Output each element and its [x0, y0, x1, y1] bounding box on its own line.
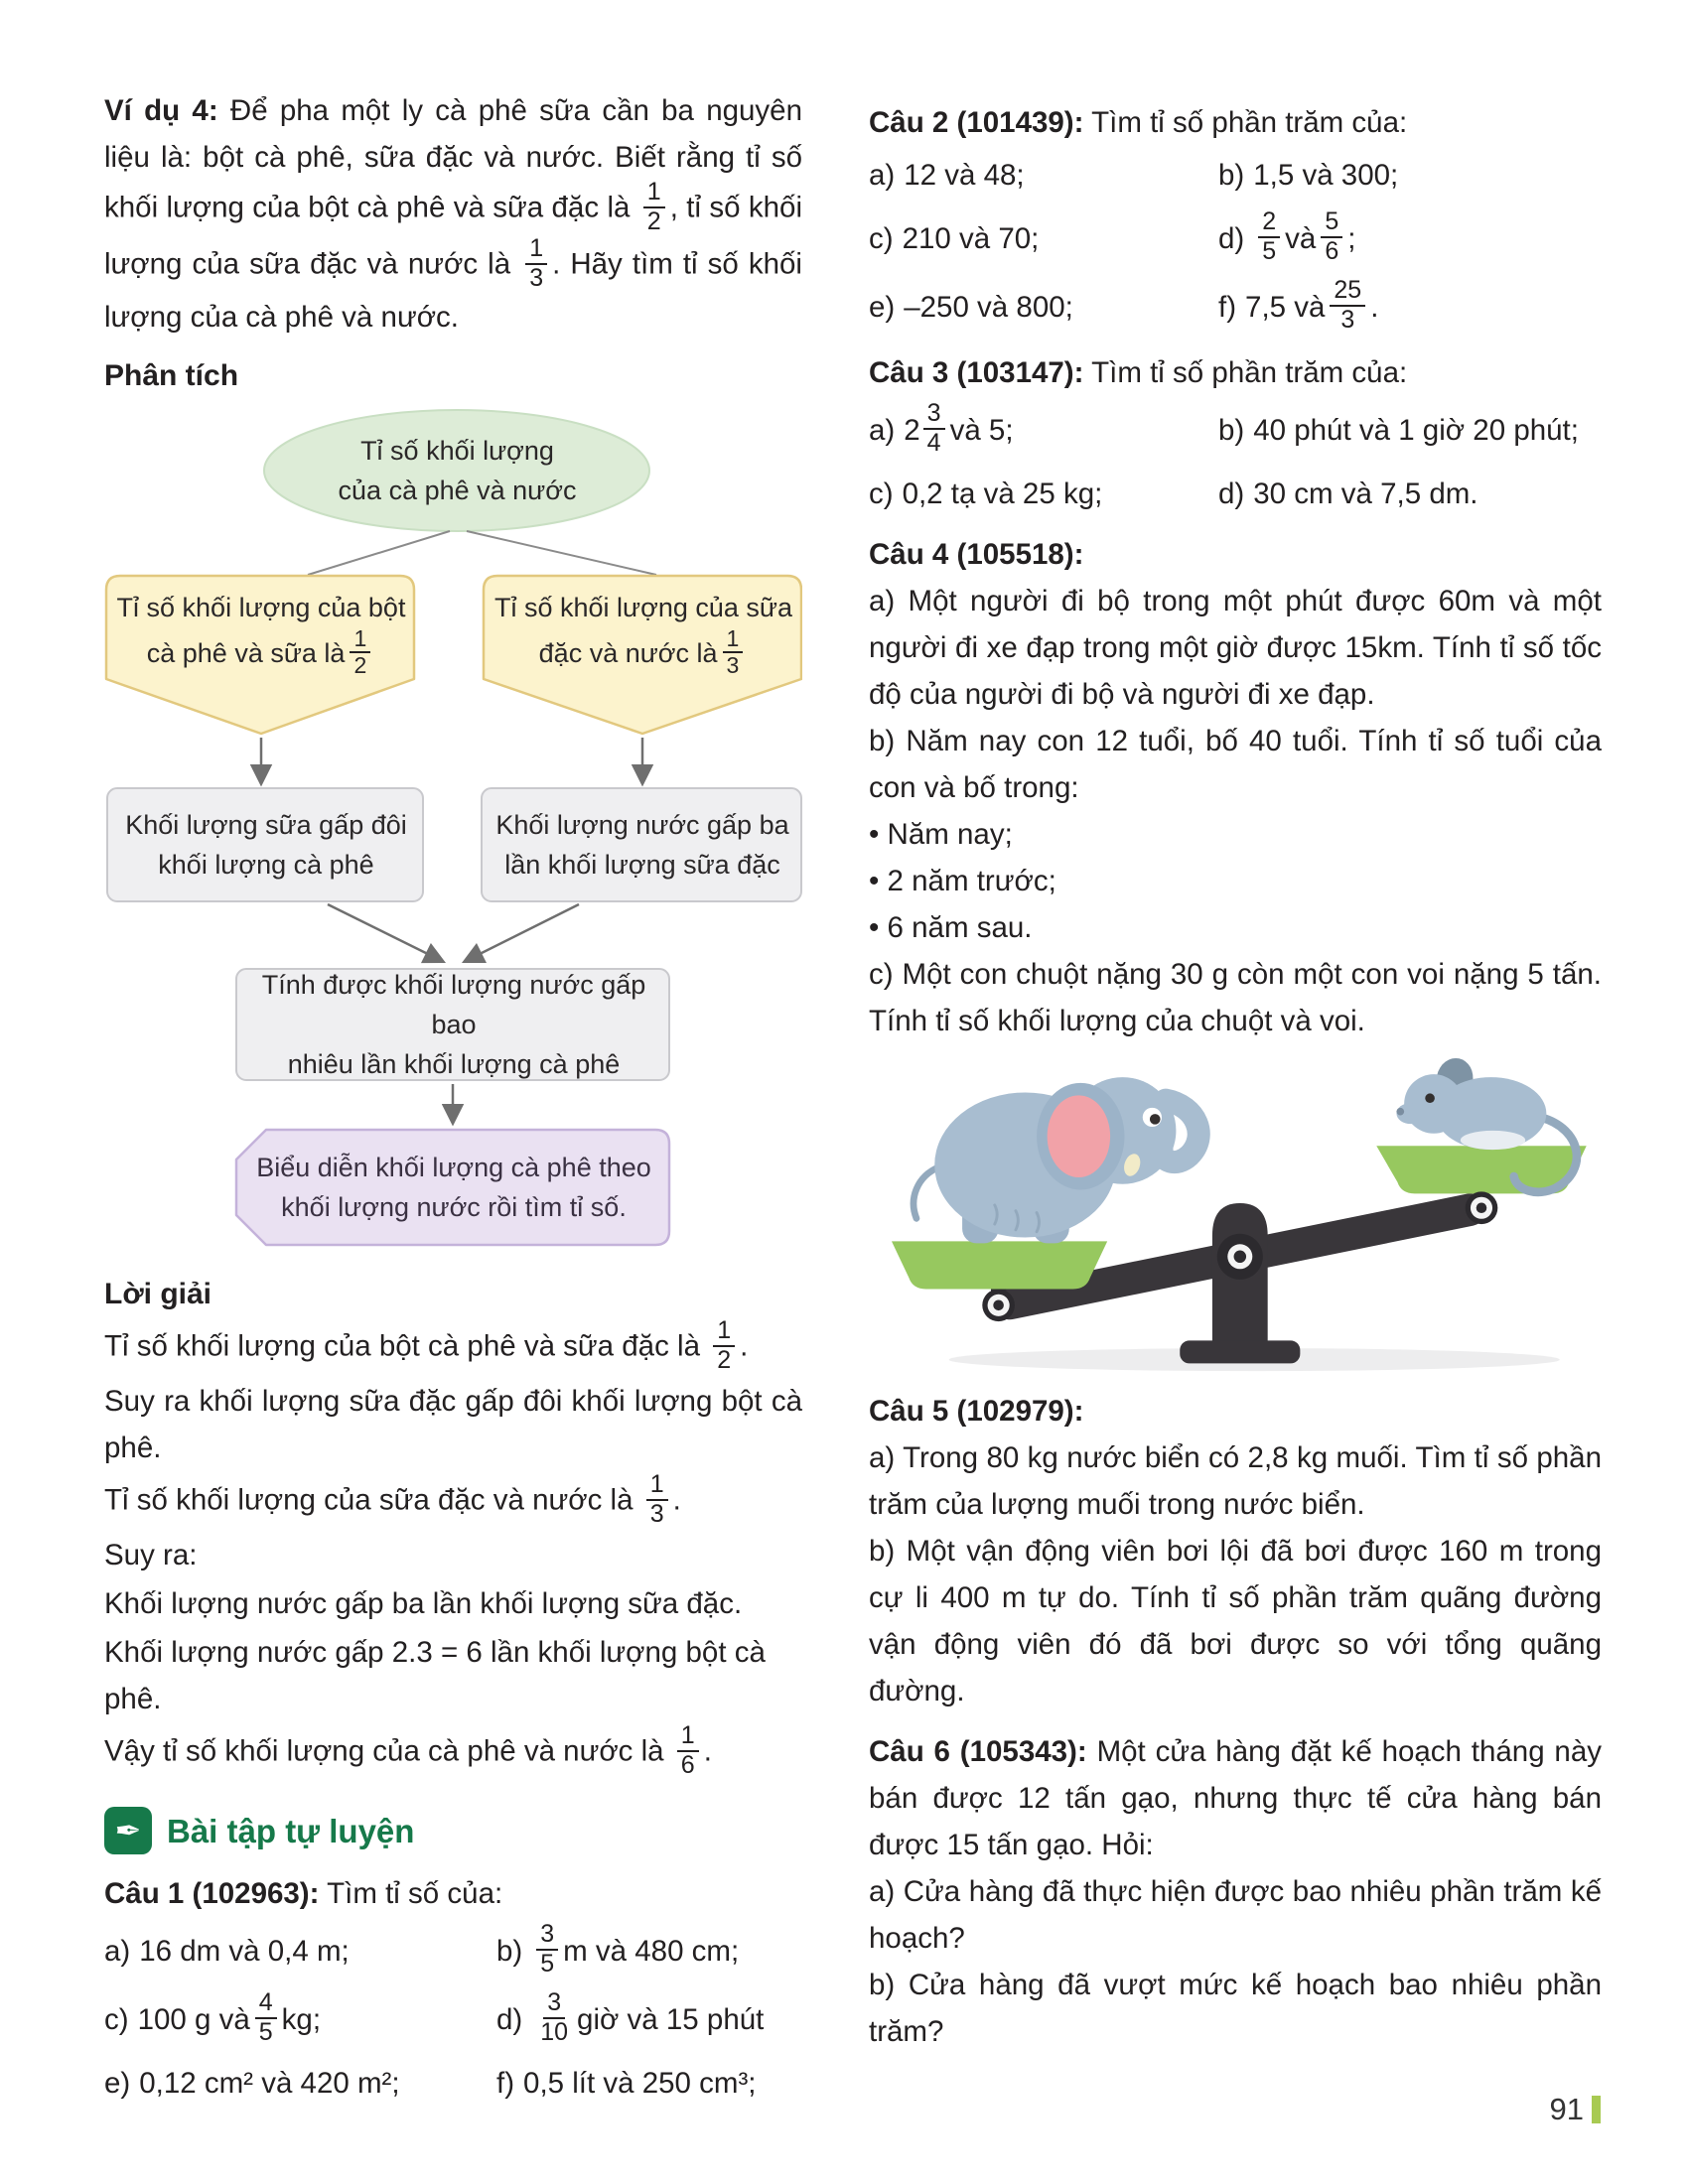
- item-1a: a) 16 dm và 0,4 m;: [104, 1935, 350, 1968]
- fraction-1-3: $\frac{1}{3}$: [646, 1471, 668, 1528]
- fraction-1-3: $\frac{1}{3}$: [723, 626, 744, 679]
- item-2d: d) $\frac{2}{5}$ và $\frac{5}{6}$ ;: [1218, 207, 1356, 265]
- question-1-items: [104, 1920, 802, 2107]
- page-number: 91: [1549, 2092, 1584, 2126]
- fraction-1-3: $\frac{1}{3}$: [525, 235, 547, 292]
- item-1f: f) 0,5 lít và 250 cm³;: [496, 2067, 757, 2100]
- fraction-3-4: $\frac{3}{4}$: [923, 400, 945, 457]
- pivot-bolt: [1217, 1234, 1263, 1280]
- flow-purple-text: Biểu diễn khối lượng cà phê theo khối lượng nước rồi tìm tỉ số.: [256, 1153, 651, 1222]
- item-3b: b) 40 phút và 1 giờ 20 phút;: [1218, 414, 1579, 447]
- question-5-part-b: b) Một vận động viên bơi lội đã bơi được 160 m trong cự li 400 m tự do. Tính tỉ số phần trăm quãng đường vận động viên đó đã bơi được so với tổng quãng đường.: [869, 1535, 1602, 1707]
- page-accent-bar: [1592, 2096, 1601, 2123]
- pen-badge-icon: [104, 1807, 152, 1854]
- left-pan: [892, 1241, 1107, 1289]
- solution-line-6: Khối lượng nước gấp 2.3 = 6 lần khối lượng bột cà phê.: [104, 1636, 766, 1715]
- fraction-1-2: $\frac{1}{2}$: [350, 626, 370, 679]
- fraction-2-5: $\frac{2}{5}$: [1258, 208, 1280, 265]
- item-2e: e) –250 và 800;: [869, 291, 1073, 324]
- question-1-heading: Câu 1 (102963): Tìm tỉ số của:: [104, 1877, 503, 1910]
- example-4-label: Ví dụ 4:: [104, 94, 218, 127]
- example-4-paragraph: [104, 87, 802, 341]
- flow-root-text: Tỉ số khối lượng của cà phê và nước: [338, 436, 577, 505]
- example-4-text-2: , tỉ số khối lượng của sữa đặc và nước là: [104, 191, 803, 281]
- solution-line-1: Tỉ số khối lượng của bột cà phê và sữa đặc là $\frac{1}{2}$ .: [104, 1316, 749, 1374]
- question-4-heading: Câu 4 (105518):: [869, 538, 1084, 571]
- elephant: [914, 1077, 1198, 1243]
- item-3d: d) 30 cm và 7,5 dm.: [1218, 478, 1478, 510]
- question-5-heading: Câu 5 (102979):: [869, 1395, 1084, 1428]
- question-4-bullet-1: • Năm nay;: [869, 818, 1013, 851]
- right-column: [869, 99, 1602, 2055]
- right-beam-bolt: [1466, 1191, 1498, 1224]
- question-6-paragraph: Câu 6 (105343): Một cửa hàng đặt kế hoạch tháng này bán được 12 tấn gạo, nhưng thực tế cửa hàng bán được 15 tấn gạo. Hỏi:: [869, 1735, 1602, 1861]
- item-2c: c) 210 và 70;: [869, 222, 1040, 255]
- question-4-part-a: a) Một người đi bộ trong một phút được 60m và một người đi xe đạp trong một giờ được 15km. Tính tỉ số tốc độ của người đi bộ và người đi xe đạp.: [869, 585, 1602, 711]
- question-5-part-a: a) Trong 80 kg nước biển có 2,8 kg muối. Tìm tỉ số phần trăm của lượng muối trong nước biển.: [869, 1441, 1602, 1521]
- practice-section-title: Bài tập tự luyện: [167, 1812, 415, 1849]
- fraction-3-5: $\frac{3}{5}$: [536, 1921, 558, 1978]
- flow-gray-center-text: Tính được khối lượng nước gấp bao nhiêu lần khối lượng cà phê: [261, 970, 646, 1079]
- solution-line-3: Tỉ số khối lượng của sữa đặc và nước là $\frac{1}{3}$ .: [104, 1470, 681, 1528]
- item-1b: b) $\frac{3}{5}$ m và 480 cm;: [496, 1920, 740, 1978]
- left-column: [104, 87, 802, 2107]
- left-beam-bolt: [982, 1289, 1015, 1321]
- fraction-1-6: $\frac{1}{6}$: [677, 1722, 699, 1779]
- question-6-part-b: b) Cửa hàng đã vượt mức kế hoạch bao nhiêu phần trăm?: [869, 1969, 1602, 2048]
- pen-nib-glyph: ✒: [114, 1813, 142, 1848]
- practice-section-header: [104, 1807, 802, 1854]
- flow-connector-left: [308, 531, 450, 575]
- question-2-items: [869, 152, 1602, 336]
- analysis-flowchart: [104, 405, 802, 1259]
- fraction-3-10: $\frac{3}{10}$: [540, 1988, 569, 2046]
- flow-connector-right: [467, 531, 656, 575]
- fraction-5-6: $\frac{5}{6}$: [1321, 208, 1342, 265]
- item-1e: e) 0,12 cm² và 420 m²;: [104, 2067, 400, 2100]
- arrow-converge-right: [466, 904, 579, 961]
- item-3c: c) 0,2 tạ và 25 kg;: [869, 478, 1103, 510]
- fraction-1-2: $\frac{1}{2}$: [643, 179, 665, 235]
- flow-yellow-right-text: Tỉ số khối lượng của sữa đặc và nước là $\frac{1}{3}$: [494, 592, 792, 678]
- item-3a: a) 2 $\frac{3}{4}$ và 5;: [869, 402, 1218, 459]
- solution-line-7: Vậy tỉ số khối lượng của cà phê và nước là $\frac{1}{6}$ .: [104, 1721, 712, 1779]
- balance-scale-illustration: [869, 1054, 1602, 1374]
- solution-heading: Lời giải: [104, 1278, 212, 1310]
- flow-yellow-left-text: Tỉ số khối lượng của bột cà phê và sữa là $\frac{1}{2}$: [116, 592, 406, 678]
- balance-scale-drawing: [869, 1054, 1602, 1374]
- fraction-25-3: $\frac{25}{3}$: [1330, 277, 1365, 334]
- example-4-text-3: . Hãy tìm tỉ số khối lượng của cà phê và nước.: [104, 247, 802, 334]
- question-3-heading: Câu 3 (103147): Tìm tỉ số phần trăm của:: [869, 356, 1408, 389]
- question-3-items: [869, 399, 1602, 517]
- item-2f: f) 7,5 và $\frac{25}{3}$ .: [1218, 276, 1379, 334]
- question-4-part-c: c) Một con chuột nặng 30 g còn một con voi nặng 5 tấn. Tính tỉ số khối lượng của chuột và voi.: [869, 958, 1602, 1037]
- item-1d: d) $\frac{3}{10}$ giờ và 15 phút: [496, 1988, 765, 2046]
- fraction-1-2: $\frac{1}{2}$: [713, 1317, 735, 1374]
- arrow-converge-left: [328, 904, 442, 961]
- example-4-text-1: Để pha một ly cà phê sữa cần ba nguyên liệu là: bột cà phê, sữa đặc và nước. Biết rằng tỉ số khối lượng của bột cà phê và sữa đặc là: [104, 94, 802, 224]
- question-4-part-b: b) Năm nay con 12 tuổi, bố 40 tuổi. Tính tỉ số tuổi của con và bố trong:: [869, 725, 1602, 804]
- solution-line-4: Suy ra:: [104, 1539, 198, 1571]
- item-2a: a) 12 và 48;: [869, 159, 1025, 192]
- solution-line-2: Suy ra khối lượng sữa đặc gấp đôi khối lượng bột cà phê.: [104, 1385, 802, 1464]
- question-6-label: Câu 6 (105343):: [869, 1735, 1087, 1768]
- fraction-4-5: $\frac{4}{5}$: [255, 1989, 277, 2046]
- flow-gray-left-text: Khối lượng sữa gấp đôi khối lượng cà phê: [125, 810, 407, 880]
- mixed-number-2-3-4: 2 $\frac{3}{4}$: [904, 402, 949, 459]
- analysis-heading: Phân tích: [104, 359, 239, 392]
- solution-line-5: Khối lượng nước gấp ba lần khối lượng sữa đặc.: [104, 1587, 743, 1620]
- question-6-part-a: a) Cửa hàng đã thực hiện được bao nhiêu phần trăm kế hoạch?: [869, 1875, 1602, 1955]
- question-4-bullet-2: • 2 năm trước;: [869, 865, 1056, 897]
- item-2b: b) 1,5 và 300;: [1218, 159, 1399, 192]
- item-1c: c) 100 g và $\frac{4}{5}$ kg;: [104, 1988, 322, 2046]
- question-4-bullet-3: • 6 năm sau.: [869, 911, 1033, 944]
- flow-gray-right-text: Khối lượng nước gấp ba lần khối lượng sữa đặc: [495, 810, 789, 880]
- pedestal-base: [1180, 1340, 1300, 1363]
- page-footer: [1550, 2094, 1601, 2124]
- question-2-heading: Câu 2 (101439): Tìm tỉ số phần trăm của:: [869, 106, 1408, 139]
